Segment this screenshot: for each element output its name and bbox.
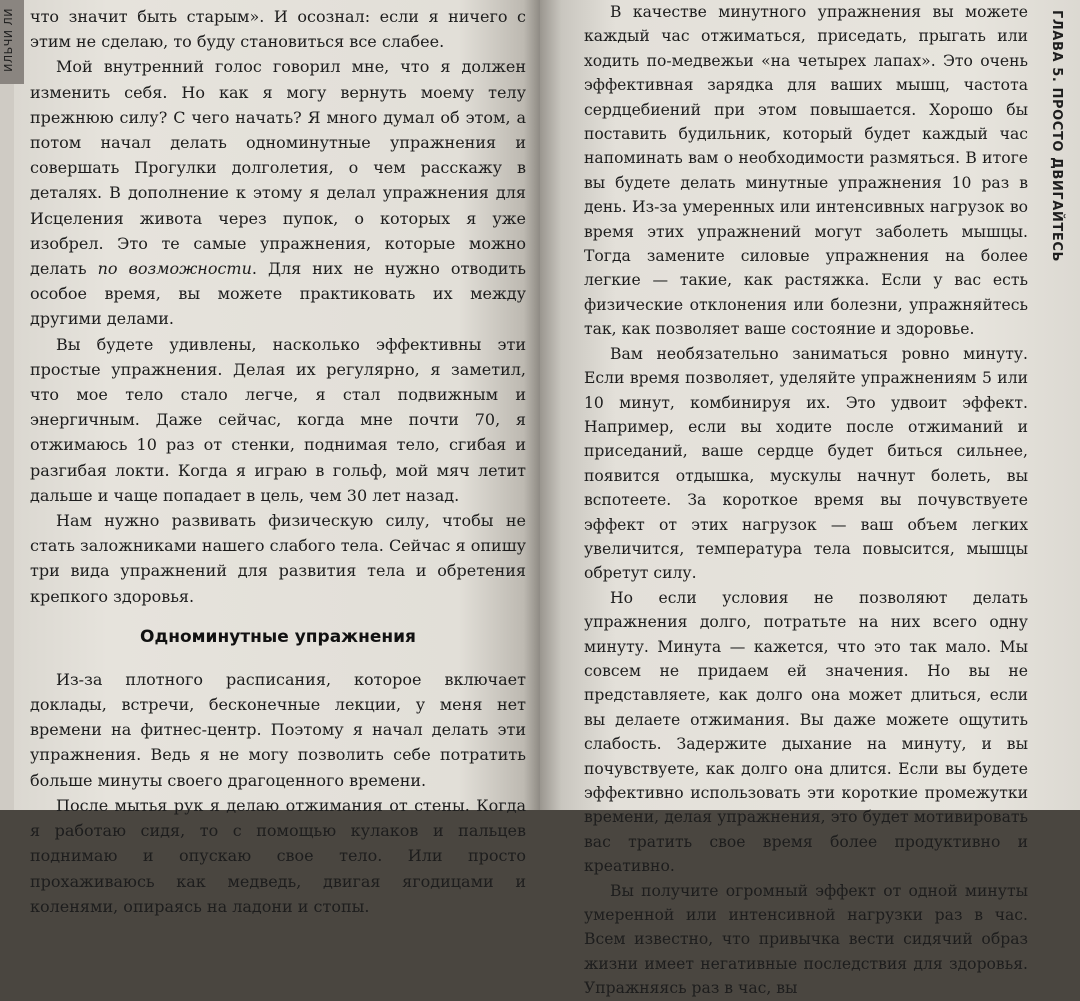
paragraph: Но если условия не позволяют делать упражнения долго, потратьте на них всего одну минуту. Минута — кажется, что это так мало. Мы совсем не придаем ей значения. Но вы не представляете, как долго она может длиться, если вы делаете отжимания. Вы даже можете ощутить слабость. Задержите дыхание на минуту, и вы почувствуете, как долго она длится. Если вы будете эффективно использовать эти короткие промежутки времени, делая упражнения, это будет мотивировать вас тратить свое время более продуктивно и креативно.	[584, 588, 1028, 876]
paragraph: Нам нужно развивать физическую силу, чтобы не стать заложниками нашего слабого тела. Сейчас я опишу три вида упражнений для развития тела и обретения крепкого здоровья.	[30, 511, 526, 606]
section-heading: Одноминутные упражнения	[140, 626, 416, 647]
left-page	[0, 0, 540, 916]
paragraph: Вы будете удивлены, насколько эффективны эти простые упражнения. Делая их регулярно, я заметил, что мое тело стало легче, я стал подвижным и энергичным. Даже сейчас, когда мне почти 70, я отжимаюсь 10 раз от стенки, поднимая тело, сгибая и разгибая локти. Когда я играю в гольф, мой мяч летит дальше и чаще попадает в цель, чем 30 лет назад.	[30, 334, 526, 505]
paragraph: После мытья рук я делаю отжимания от стены. Когда я работаю сидя, то с помощью кулаков и пальцев поднимаю и опускаю свое тело. Или просто прохаживаюсь как медведь, двигая ягодицами и коленями, опираясь на ладони и стопы.	[30, 795, 526, 916]
paragraph: Из-за плотного расписания, которое включает доклады, встречи, бесконечные лекции, у меня нет времени на фитнес-центр. Поэтому я начал делать эти упражнения. Ведь я не могу позволить себе потратить больше минуты своего драгоценного времени.	[30, 669, 526, 790]
paragraph: В качестве минутного упражнения вы можете каждый час отжиматься, приседать, прыгать или ходить по-медвежьи «на четырех лапах». Это очень эффективная зарядка для ваших мышц, частота сердцебиений при этом повышается. Хорошо бы поставить будильник, который будет каждый час напоминать вам о необходимости размяться. В итоге вы будете делать минутные упражнения 10 раз в день. Из-за умеренных или интенсивных нагрузок во время этих упражнений могут заболеть мышцы. Тогда замените силовые упражнения на более легкие — такие, как растяжка. Если у вас есть физические отклонения или болезни, упражняйтесь так, как позволяет ваше состояние и здоровье.	[584, 3, 1028, 339]
paragraph: что значит быть старым». И осознал: если я ничего с этим не сделаю, то буду становиться все слабее.	[30, 7, 526, 52]
paragraph: Мой внутренний голос говорил мне, что я должен изменить себя. Но как я могу вернуть моему телу прежнюю силу? С чего начать? Я много думал об этом, а потом начал делать одноминутные упражнения и совершать Прогулки долголетия, о чем расскажу в деталях. В дополнение к этому я делал упражнения для Исцеления живота через пупок, о которых я уже изобрел. Это те самые упражнения, которые можно делать по возможности. Для них не нужно отводить особое время, вы можете практиковать их между другими делами.	[30, 57, 527, 329]
right-page	[540, 0, 1080, 998]
author-tab	[0, 0, 24, 84]
author-tab-text: ИЛЬЧИ ЛИ	[2, 8, 15, 72]
paragraph: Вам необязательно заниматься ровно минуту. Если время позволяет, уделяйте упражнениям 5 или 10 минут, комбинируя их. Это удвоит эффект. Например, если вы ходите после отжиманий и приседаний, ваше сердце будет биться сильнее, появится отдышка, мускулы начнут болеть, вы вспотеете. За короткое время вы почувствуете эффект от этих нагрузок — ваш объем легких увеличится, температура тела повысится, мышцы обретут силу.	[584, 344, 1028, 583]
page-edge	[0, 0, 14, 810]
paragraph: Вы получите огромный эффект от одной минуты умеренной или интенсивной нагрузки раз в час. Всем известно, что привычка вести сидячий образ жизни имеет негативные последствия для здоровья. Упражняясь раз в час, вы	[584, 881, 1028, 998]
running-head: ГЛАВА 5. ПРОСТО ДВИГАЙТЕСЬ	[1049, 10, 1064, 262]
italic-phrase: по возможности	[97, 259, 252, 279]
